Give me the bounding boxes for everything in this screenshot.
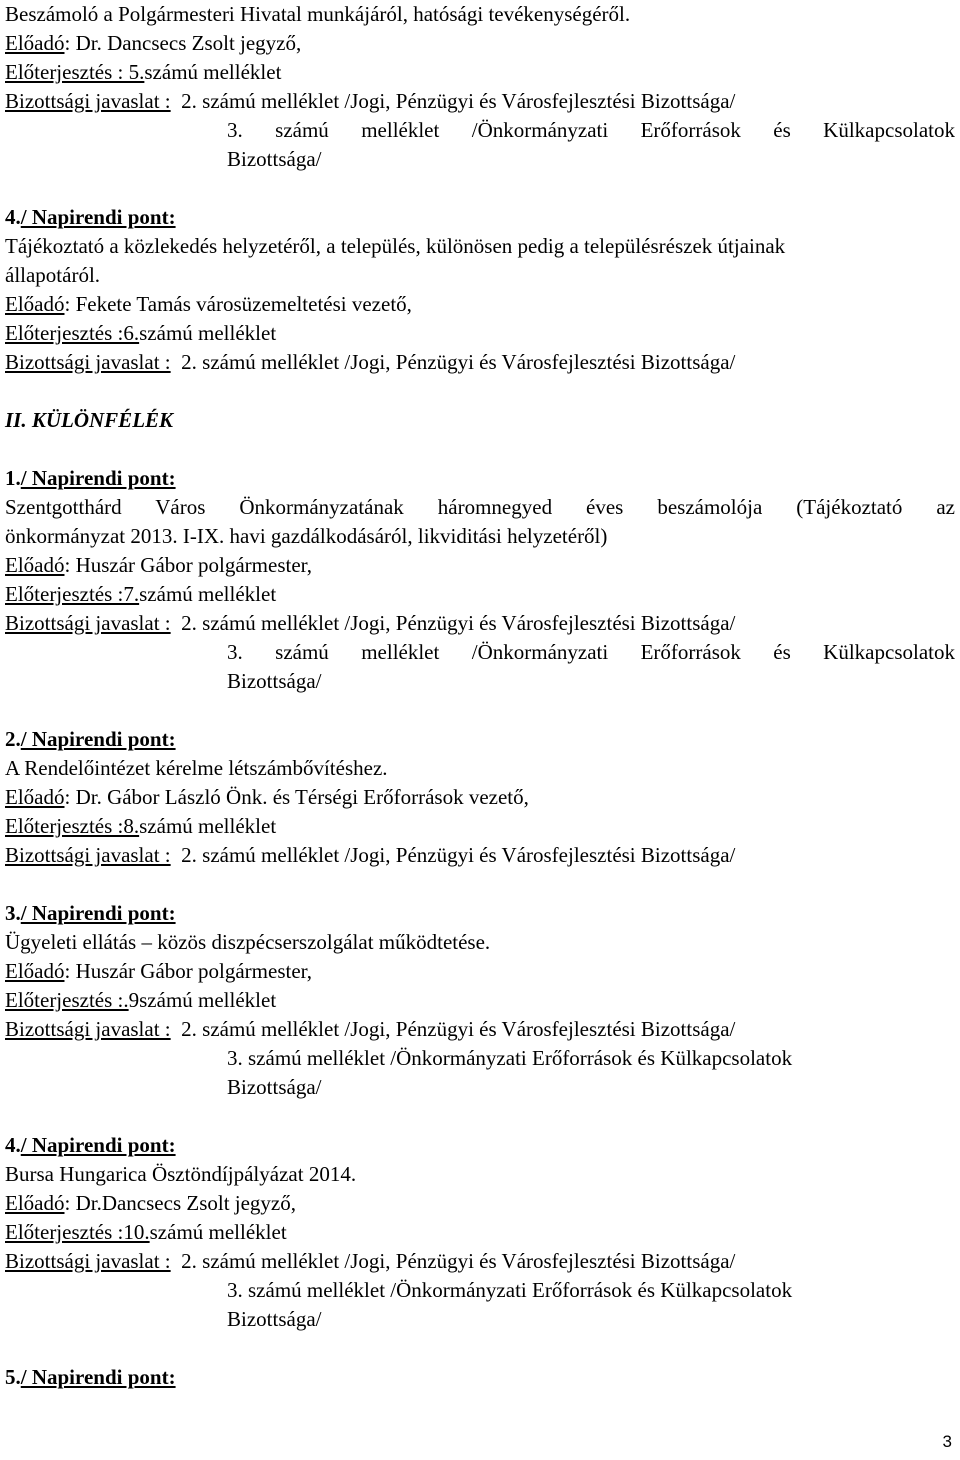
agenda-presenter: Előadó: Dr.Dancsecs Zsolt jegyző,	[5, 1191, 297, 1215]
agenda-committee-recommendation-2: 3. számú melléklet /Önkormányzati Erőforrások és Külkapcsolatok	[227, 640, 955, 664]
agenda-proposal: Előterjesztés :10.számú melléklet	[5, 1220, 287, 1244]
agenda-proposal: Előterjesztés :.9számú melléklet	[5, 988, 277, 1012]
agenda-presenter: Előadó: Huszár Gábor polgármester,	[5, 553, 313, 577]
agenda-heading: 2./ Napirendi pont:	[5, 727, 176, 751]
agenda-committee-recommendation-2b: Bizottsága/	[227, 669, 322, 693]
agenda-committee-recommendation: Bizottsági javaslat : 2. számú melléklet /Jogi, Pénzügyi és Városfejlesztési Bizottsága/	[5, 611, 736, 635]
agenda-heading: 3./ Napirendi pont:	[5, 901, 176, 925]
agenda-heading: 5./ Napirendi pont:	[5, 1365, 176, 1389]
agenda-text: Szentgotthárd Város Önkormányzatának háromnegyed éves beszámolója (Tájékoztató az	[5, 495, 955, 519]
agenda-committee-recommendation: Bizottsági javaslat : 2. számú melléklet /Jogi, Pénzügyi és Városfejlesztési Bizottsága/	[5, 350, 736, 374]
intro-committee-recommendation: Bizottsági javaslat : 2. számú melléklet /Jogi, Pénzügyi és Városfejlesztési Bizottsága/	[5, 89, 736, 113]
page-number: 3	[942, 1432, 952, 1451]
agenda-proposal: Előterjesztés :6.számú melléklet	[5, 321, 277, 345]
agenda-committee-recommendation: Bizottsági javaslat : 2. számú melléklet /Jogi, Pénzügyi és Városfejlesztési Bizottsága/	[5, 843, 736, 867]
intro-title: Beszámoló a Polgármesteri Hivatal munkájáról, hatósági tevékenységéről.	[5, 2, 631, 26]
agenda-text: Bursa Hungarica Ösztöndíjpályázat 2014.	[5, 1162, 357, 1186]
agenda-proposal: Előterjesztés :7.számú melléklet	[5, 582, 277, 606]
agenda-text-cont: állapotáról.	[5, 263, 101, 287]
agenda-committee-recommendation-2: 3. számú melléklet /Önkormányzati Erőforrások és Külkapcsolatok	[227, 1046, 793, 1070]
agenda-text: A Rendelőintézet kérelme létszámbővítéshez.	[5, 756, 388, 780]
section-title: II. KÜLÖNFÉLÉK	[5, 408, 174, 432]
agenda-committee-recommendation-2b: Bizottsága/	[227, 1075, 322, 1099]
intro-presenter: Előadó: Dr. Dancsecs Zsolt jegyző,	[5, 31, 302, 55]
intro-proposal: Előterjesztés : 5.számú melléklet	[5, 60, 282, 84]
agenda-heading: 1./ Napirendi pont:	[5, 466, 176, 490]
agenda-committee-recommendation: Bizottsági javaslat : 2. számú melléklet /Jogi, Pénzügyi és Városfejlesztési Bizottsága/	[5, 1249, 736, 1273]
agenda-text: Tájékoztató a közlekedés helyzetéről, a település, különösen pedig a településrészek útjainak	[5, 234, 786, 258]
agenda-text-cont: önkormányzat 2013. I-IX. havi gazdálkodásáról, likviditási helyzetéről)	[5, 524, 608, 548]
agenda-committee-recommendation-2b: Bizottsága/	[227, 1307, 322, 1331]
agenda-presenter: Előadó: Dr. Gábor László Önk. és Térségi Erőforrások vezető,	[5, 785, 529, 809]
agenda-committee-recommendation-2: 3. számú melléklet /Önkormányzati Erőforrások és Külkapcsolatok	[227, 1278, 793, 1302]
intro-committee-recommendation-2b: Bizottsága/	[227, 147, 322, 171]
agenda-heading: 4./ Napirendi pont:	[5, 1133, 176, 1157]
document-page	[5, 0, 955, 1392]
agenda-committee-recommendation: Bizottsági javaslat : 2. számú melléklet /Jogi, Pénzügyi és Városfejlesztési Bizottsága/	[5, 1017, 736, 1041]
agenda-presenter: Előadó: Fekete Tamás városüzemeltetési vezető,	[5, 292, 412, 316]
agenda-presenter: Előadó: Huszár Gábor polgármester,	[5, 959, 313, 983]
intro-committee-recommendation-2: 3. számú melléklet /Önkormányzati Erőforrások és Külkapcsolatok	[227, 118, 955, 142]
agenda-heading: 4./ Napirendi pont:	[5, 205, 176, 229]
agenda-proposal: Előterjesztés :8.számú melléklet	[5, 814, 277, 838]
agenda-text: Ügyeleti ellátás – közös diszpécserszolgálat működtetése.	[5, 930, 491, 954]
